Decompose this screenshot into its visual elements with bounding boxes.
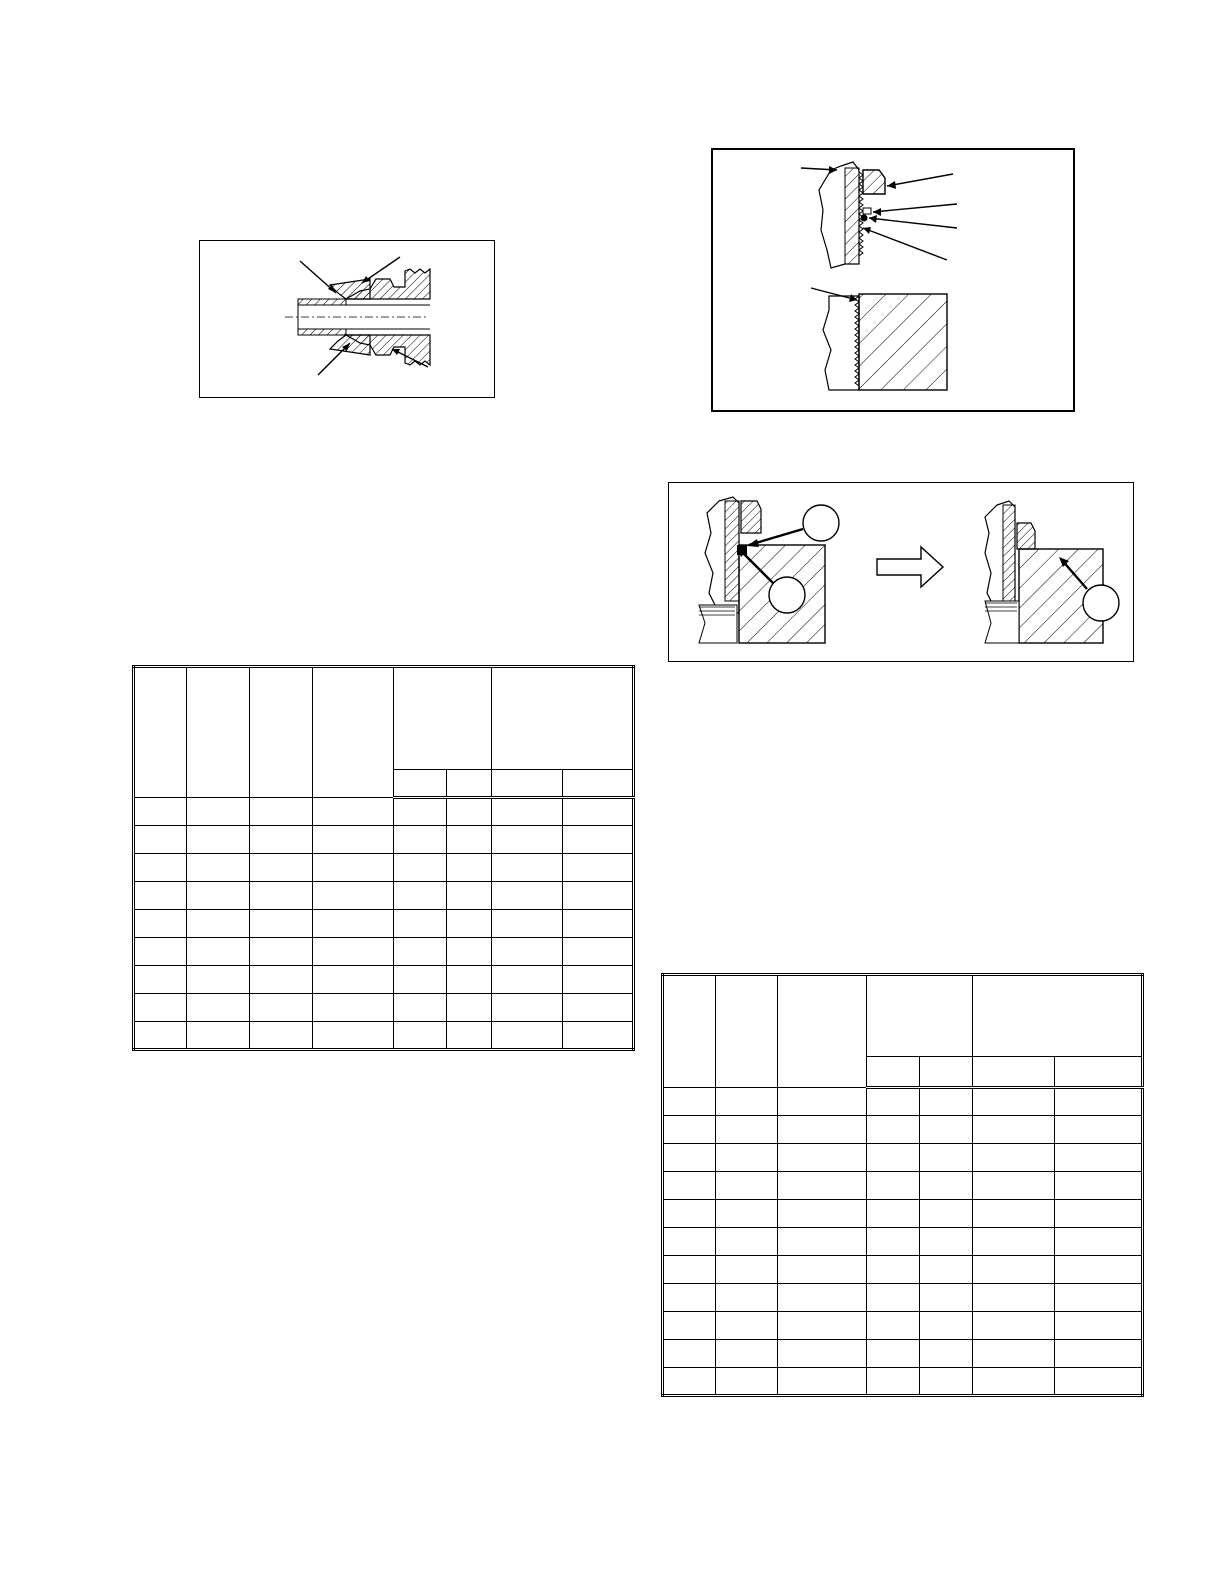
table-row — [134, 938, 634, 966]
table-row — [134, 1022, 634, 1050]
table-row — [663, 1340, 1143, 1368]
table-row — [663, 1172, 1143, 1200]
table-row — [663, 1368, 1143, 1396]
thread-seal-detail-figure — [711, 148, 1075, 412]
table-row — [134, 994, 634, 1022]
table-row — [134, 882, 634, 910]
after-assembly — [985, 501, 1119, 643]
thread-seal-detail-drawing — [713, 150, 1077, 414]
table-row — [134, 826, 634, 854]
table-row — [663, 1312, 1143, 1340]
header-group-cell — [393, 667, 491, 770]
header-cell — [778, 975, 867, 1088]
port-assembly-sequence-drawing — [669, 483, 1135, 663]
arrow-right-icon — [877, 547, 943, 587]
table-row — [134, 854, 634, 882]
subheader-cell — [491, 770, 562, 798]
subheader-cell — [1055, 1057, 1143, 1088]
callout-circle-upper — [803, 505, 839, 541]
subheader-cell — [393, 770, 446, 798]
table-row — [134, 798, 634, 826]
header-group-cell — [491, 667, 633, 770]
header-cell — [187, 667, 250, 798]
fitting-cross-section-figure — [199, 240, 495, 398]
right-spec-table — [661, 973, 1144, 1397]
port-assembly-sequence-figure — [668, 482, 1134, 662]
callout-circle-lower — [769, 577, 805, 613]
table-row — [663, 1200, 1143, 1228]
subheader-cell — [920, 1057, 973, 1088]
table-row — [663, 1256, 1143, 1284]
table-row — [663, 1228, 1143, 1256]
header-cell — [250, 667, 313, 798]
table-row — [663, 1088, 1143, 1116]
subheader-cell — [867, 1057, 920, 1088]
table-row — [663, 1144, 1143, 1172]
left-spec-table — [132, 665, 635, 1051]
table-row — [663, 1116, 1143, 1144]
header-group-cell — [867, 975, 973, 1057]
table-row — [663, 1284, 1143, 1312]
header-cell — [663, 975, 716, 1088]
table-row — [134, 966, 634, 994]
table-header-row — [134, 667, 634, 770]
subheader-cell — [446, 770, 491, 798]
header-group-cell — [973, 975, 1143, 1057]
header-cell — [716, 975, 778, 1088]
subheader-cell — [973, 1057, 1055, 1088]
before-assembly — [699, 497, 839, 643]
table-row — [134, 910, 634, 938]
table-header-row — [663, 975, 1143, 1057]
fitting-cross-section-drawing — [200, 241, 496, 399]
callout-circle-result — [1083, 585, 1119, 621]
header-cell — [134, 667, 187, 798]
header-cell — [313, 667, 393, 798]
subheader-cell — [562, 770, 633, 798]
